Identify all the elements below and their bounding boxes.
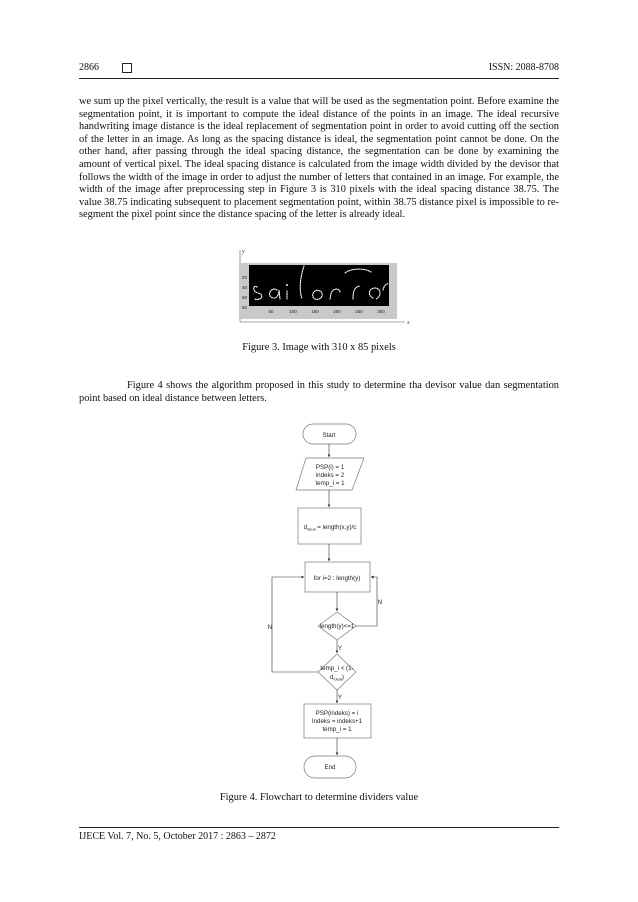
footer-citation: IJECE Vol. 7, No. 5, October 2017 : 2863 – 2872 [79,831,276,842]
issn: ISSN: 2088-8708 [488,62,559,73]
x-tick-label: 200 [333,309,341,314]
decision-temp-line: $d_{ideal}$) [330,674,344,682]
y-tick-label: 40 [241,285,247,290]
end-label: End [324,764,336,771]
y-tick-label: 20 [241,275,247,280]
init-line: temp_i = 1 [315,480,345,487]
decision-temp-line: temp_i < (1- [320,665,354,672]
square-bullet-icon [122,63,132,73]
d-ideal-formula: $d_{ideal}$ = length(x,y)/c [303,524,357,532]
figure-4-flowchart [240,418,400,788]
loop-label: for i=2 : length(y) [313,575,361,582]
handwriting-dot [286,284,288,286]
y-tick-label: 60 [241,295,247,300]
x-tick-label: 100 [289,309,297,314]
x-tick-label: 50 [268,309,274,314]
x-tick-label: 150 [311,309,319,314]
figure-3-caption: Figure 3. Image with 310 x 85 pixels [242,342,396,353]
figure-4-caption: Figure 4. Flowchart to determine dividers value [219,792,419,803]
body-paragraph-1: we sum up the pixel vertically, the result is a value that will be used as the segmentation point. Before examine the segmentation point, it is important to compute the ideal distance of the points in an image. The ideal recursive handwriting image distance is the ideal replacement of segmentation point in order to avoid cutting off the section of the letter in an image. As long as the spacing distance is ideal, the segmentation point cannot be done. On the other hand, after passing through the ideal spacing distance, the segmentation can be done by examining the amount of vertical pixel. The ideal spacing distance is calculated from the image width divided by the devisor that follows the width of the image in order to adjust the number of letters that contained in an image. For example, the width of the image after preprocessing step in Figure 3 is 310 pixels with the ideal spacing distance 38.75. The value 38.75 indicating subsequent to placement segmentation point, within 38.75 distance pixel is impossible to re-segment the pixel point since the distance spacing of the letter is already ideal. [79,96,559,221]
page-header [79,62,559,76]
no-label: N [267,624,273,631]
header-rule [79,78,559,79]
update-line: Indeks = indeks+1 [311,718,363,725]
image-canvas [249,265,389,306]
start-label: Start [322,432,336,439]
init-line: PSP(i) = 1 [315,464,345,471]
y-tick-label: 80 [241,305,247,310]
page-number: 2866 [79,62,99,73]
yes-label: Y [337,694,343,701]
init-line: indeks = 2 [315,472,345,479]
footer-rule [79,827,559,828]
x-tick-label: 250 [355,309,363,314]
update-line: temp_i = 1 [322,726,352,733]
update-line: PSP(indeks) = i [315,710,359,717]
decision-temp [318,654,356,690]
yes-label: Y [337,645,343,652]
body-paragraph-2: Figure 4 shows the algorithm proposed in this study to determine tha devisor value dan segmentation point based on ideal distance between letters. [79,380,559,404]
no-label: N [377,599,383,606]
x-tick-label: 300 [377,309,385,314]
figure-3-image [233,244,413,328]
y-axis-label: y [242,249,245,255]
decision-length-label: length(y)<=1 [319,623,355,630]
x-axis-label: x [407,320,410,326]
